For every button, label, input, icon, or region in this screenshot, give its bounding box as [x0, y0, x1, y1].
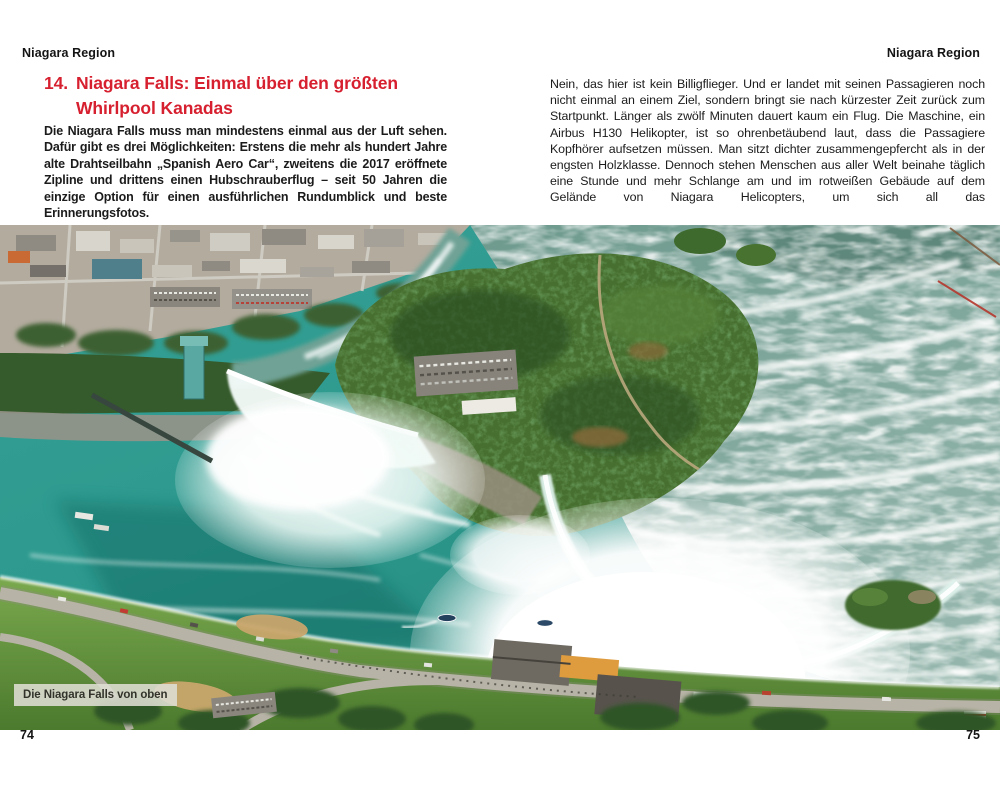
body-paragraph: Nein, das hier ist kein Billigflieger. Und er landet mit seinen Passagieren noch nicht einmal an einem Ziel, sondern bringt sie nach kürzester Zeit zurück zum Startpunkt. Länger als zwölf Minuten dauert kaum ein Flug. Die Maschine, ein Airbus H130 Helikopter, ist so ohrenbetäubend laut, dass die Passagiere Kopfhörer aufsetzen müssen. Man sitzt dichter zusammengepfercht als in der engsten Holzklasse. Dennoch stehen Menschen aus aller Welt beinahe täglich eine Stunde und mehr Schlange am und im rotweißen Gebäude auf dem Gelände von Niagara Helicopters, um sich all das [550, 77, 985, 205]
goat-island-parking-lot [414, 349, 519, 396]
photo-caption-text: Die Niagara Falls von oben [23, 689, 168, 701]
page-number-left: 74 [20, 728, 34, 742]
rapids-island [845, 580, 941, 630]
aerial-photo-figure [0, 225, 1000, 730]
aerial-photo-niagara [0, 225, 1000, 730]
chapter-title-line1: Niagara Falls: Einmal über den größten [76, 73, 398, 93]
chapter-number: 14. [44, 73, 69, 93]
page-number-right: 75 [966, 728, 980, 742]
chapter-title-line2: Whirlpool Kanadas [76, 97, 233, 118]
intro-paragraph: Die Niagara Falls muss man mindestens einmal aus der Luft sehen. Dafür gibt es drei Möglichkeiten: Erstens die mehr als hundert Jahre alte Drahtseilbahn „Spanish Aero Car“, zweitens die 2017 eröffnete Zipline und drittens einen Hubschrauberflug – seit 50 Jahren die einzige Option für einen ausführlichen Rundumblick und beste Erinnerungsfotos. [44, 124, 447, 221]
photo-caption [14, 684, 177, 706]
chapter-title [76, 71, 398, 120]
running-head-right: Niagara Region [886, 46, 980, 60]
chapter-heading [44, 71, 464, 120]
running-head-left: Niagara Region [22, 46, 116, 60]
